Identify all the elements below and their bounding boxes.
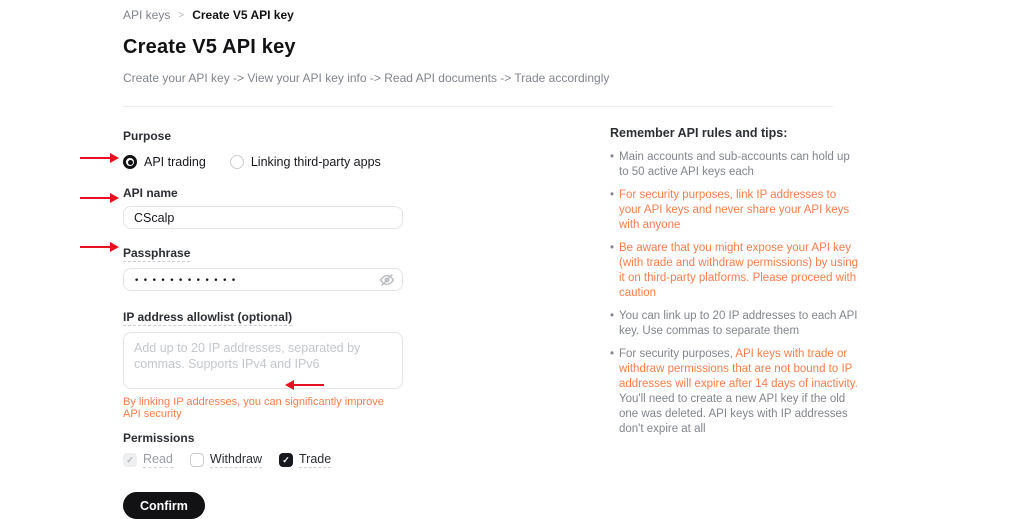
api-key-form	[123, 129, 403, 519]
checkbox-withdraw-unchecked-icon[interactable]	[190, 453, 204, 467]
permissions-group	[123, 452, 403, 468]
passphrase-label: Passphrase	[123, 246, 191, 260]
tips-list	[610, 150, 860, 437]
chevron-right-icon: >	[178, 9, 185, 21]
radio-selected-icon[interactable]	[123, 155, 137, 169]
checkbox-read-checked-icon[interactable]: ✓	[123, 453, 137, 467]
tips-title: Remember API rules and tips:	[610, 126, 788, 140]
passphrase-field	[123, 268, 403, 291]
checkbox-trade[interactable]	[279, 452, 331, 468]
radio-linking-third-party-label: Linking third-party apps	[250, 155, 381, 169]
ip-allowlist-label: IP address allowlist (optional)	[123, 310, 293, 324]
breadcrumb-api-keys-link[interactable]: API keys	[123, 8, 171, 22]
api-name-input[interactable]	[123, 206, 403, 229]
passphrase-input[interactable]	[123, 268, 403, 291]
checkbox-trade-label: Trade	[298, 452, 332, 466]
purpose-label: Purpose	[123, 129, 172, 143]
ip-security-note: By linking IP addresses, you can significantly improve API security	[123, 396, 384, 420]
radio-api-trading[interactable]	[123, 155, 206, 169]
ip-allowlist-textarea[interactable]	[123, 332, 403, 389]
checkbox-trade-checked-icon[interactable]: ✓	[279, 453, 293, 467]
annotation-arrow-api-name	[80, 192, 120, 204]
breadcrumb-current: Create V5 API key	[192, 8, 294, 22]
purpose-radio-group	[123, 155, 403, 169]
radio-unselected-icon[interactable]	[230, 155, 244, 169]
tip-item: • For security purposes, API keys with trade or withdraw permissions that are not bound to IP addresses will expire after 14 days of inactivity. You'll need to create a new API key if the old one was deleted. API keys with IP addresses don't expire at all	[610, 347, 860, 437]
radio-api-trading-label: API trading	[144, 155, 206, 169]
api-rules-tips	[610, 126, 860, 445]
eye-off-icon[interactable]	[379, 272, 395, 288]
tip-item: • For security purposes, link IP addresses to your API keys and never share your API keys with anyone	[610, 188, 860, 233]
checkbox-read[interactable]	[123, 452, 173, 468]
tip-item: • Main accounts and sub-accounts can hold up to 50 active API keys each	[610, 150, 860, 180]
page-title: Create V5 API key	[123, 36, 296, 58]
radio-linking-third-party[interactable]	[230, 155, 381, 169]
checkbox-withdraw-label: Withdraw	[209, 452, 262, 466]
api-name-label: API name	[123, 186, 178, 200]
page-subtitle: Create your API key -> View your API key info -> Read API documents -> Trade accordingly	[123, 71, 610, 85]
tip-item: • Be aware that you might expose your API key (with trade and withdraw permissions) by using it on third-party platforms. Please proceed with caution	[610, 241, 860, 301]
annotation-arrow-passphrase	[80, 241, 120, 253]
breadcrumb	[123, 8, 294, 22]
checkbox-withdraw[interactable]	[190, 452, 262, 468]
confirm-button[interactable]: Confirm	[123, 492, 205, 519]
permissions-label: Permissions	[123, 431, 195, 445]
tip-item: • You can link up to 20 IP addresses to each API key. Use commas to separate them	[610, 309, 860, 339]
annotation-arrow-purpose	[80, 152, 120, 164]
divider	[123, 106, 833, 107]
checkbox-read-label: Read	[143, 452, 173, 466]
